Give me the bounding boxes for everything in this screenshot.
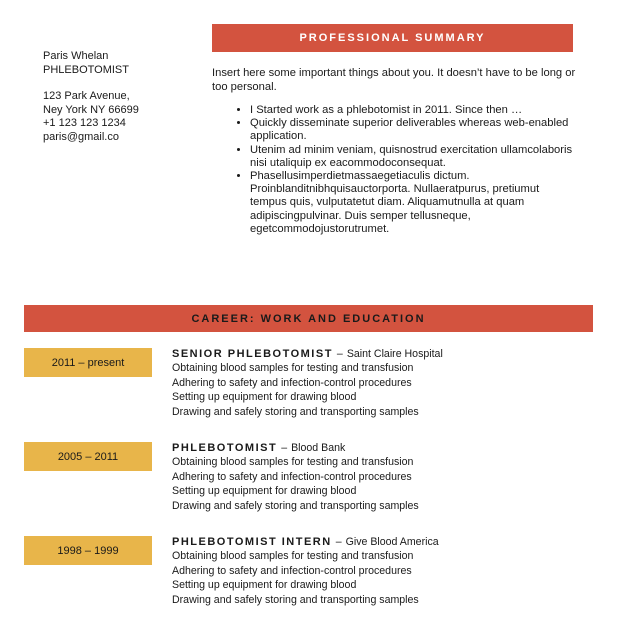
entry-header — [172, 347, 592, 361]
entry-organization: Blood Bank — [291, 442, 346, 454]
contact-role: PHLEBOTOMIST — [43, 63, 129, 76]
entry-date-box: 2011 – present — [24, 348, 152, 377]
summary-bullet-list — [212, 104, 577, 236]
entry-separator: – — [281, 442, 288, 454]
entry-duty: Setting up equipment for drawing blood — [172, 391, 357, 404]
entry-header — [172, 441, 592, 455]
entry-duty: Obtaining blood samples for testing and transfusion — [172, 362, 414, 375]
contact-name: Paris Whelan — [43, 50, 109, 62]
entry-separator: – — [335, 536, 342, 548]
career-heading: CAREER: WORK AND EDUCATION — [24, 305, 593, 332]
entry-organization: Saint Claire Hospital — [346, 348, 443, 360]
entry-duty: Obtaining blood samples for testing and transfusion — [172, 550, 414, 563]
entry-duty: Adhering to safety and infection-control procedures — [172, 376, 412, 389]
entry-title: PHLEBOTOMIST INTERN — [172, 536, 332, 548]
entry-title: SENIOR PHLEBOTOMIST — [172, 348, 333, 360]
contact-phone: +1 123 123 1234 — [43, 117, 126, 129]
entry-separator: – — [336, 348, 343, 360]
career-entry — [172, 535, 592, 607]
contact-block — [43, 50, 139, 144]
entry-header — [172, 535, 592, 549]
contact-email: paris@gmail.co — [43, 130, 119, 143]
summary-bullet: • Utenim ad minim veniam, quisnostrud exercitation ullamcolaboris nisi utaliquip ex eacommodoconsequat. — [250, 144, 577, 170]
entry-duty: Drawing and safely storing and transporting samples — [172, 405, 419, 418]
career-entry — [172, 347, 592, 419]
career-entry — [172, 441, 592, 513]
entry-duty: Obtaining blood samples for testing and transfusion — [172, 456, 414, 469]
contact-address-line1: 123 Park Avenue, — [43, 90, 130, 102]
summary-bullet: • Phasellusimperdietmassaegetiaculis dictum. Proinblanditnibhquisauctorporta. Nullaeratpurus, pretiumut tempus quis, vulputatetut diam. Aliquamutnulla at quam adipiscingpulvinar. Duis semper tellusneque, egetcommodojustorutrumet. — [250, 170, 577, 236]
summary-intro: Insert here some important things about you. It doesn’t have to be long or too personal. — [212, 67, 576, 93]
entry-duty: Drawing and safely storing and transporting samples — [172, 593, 419, 606]
entry-duty: Adhering to safety and infection-control procedures — [172, 470, 412, 483]
contact-address-line2: Ney York NY 66699 — [43, 103, 139, 116]
entry-organization: Give Blood America — [345, 536, 439, 548]
entry-date-box: 2005 – 2011 — [24, 442, 152, 471]
summary-bullet: • I Started work as a phlebotomist in 2011. Since then … — [250, 104, 577, 117]
entry-title: PHLEBOTOMIST — [172, 442, 278, 454]
entry-duty: Setting up equipment for drawing blood — [172, 485, 357, 498]
entry-duty: Drawing and safely storing and transporting samples — [172, 499, 419, 512]
entry-duty: Adhering to safety and infection-control procedures — [172, 564, 412, 577]
summary-bullet: • Quickly disseminate superior deliverables whereas web-enabled application. — [250, 117, 577, 143]
entry-duty: Setting up equipment for drawing blood — [172, 579, 357, 592]
contact-spacer — [43, 77, 139, 90]
entry-date-box: 1998 – 1999 — [24, 536, 152, 565]
summary-heading: PROFESSIONAL SUMMARY — [212, 24, 573, 52]
